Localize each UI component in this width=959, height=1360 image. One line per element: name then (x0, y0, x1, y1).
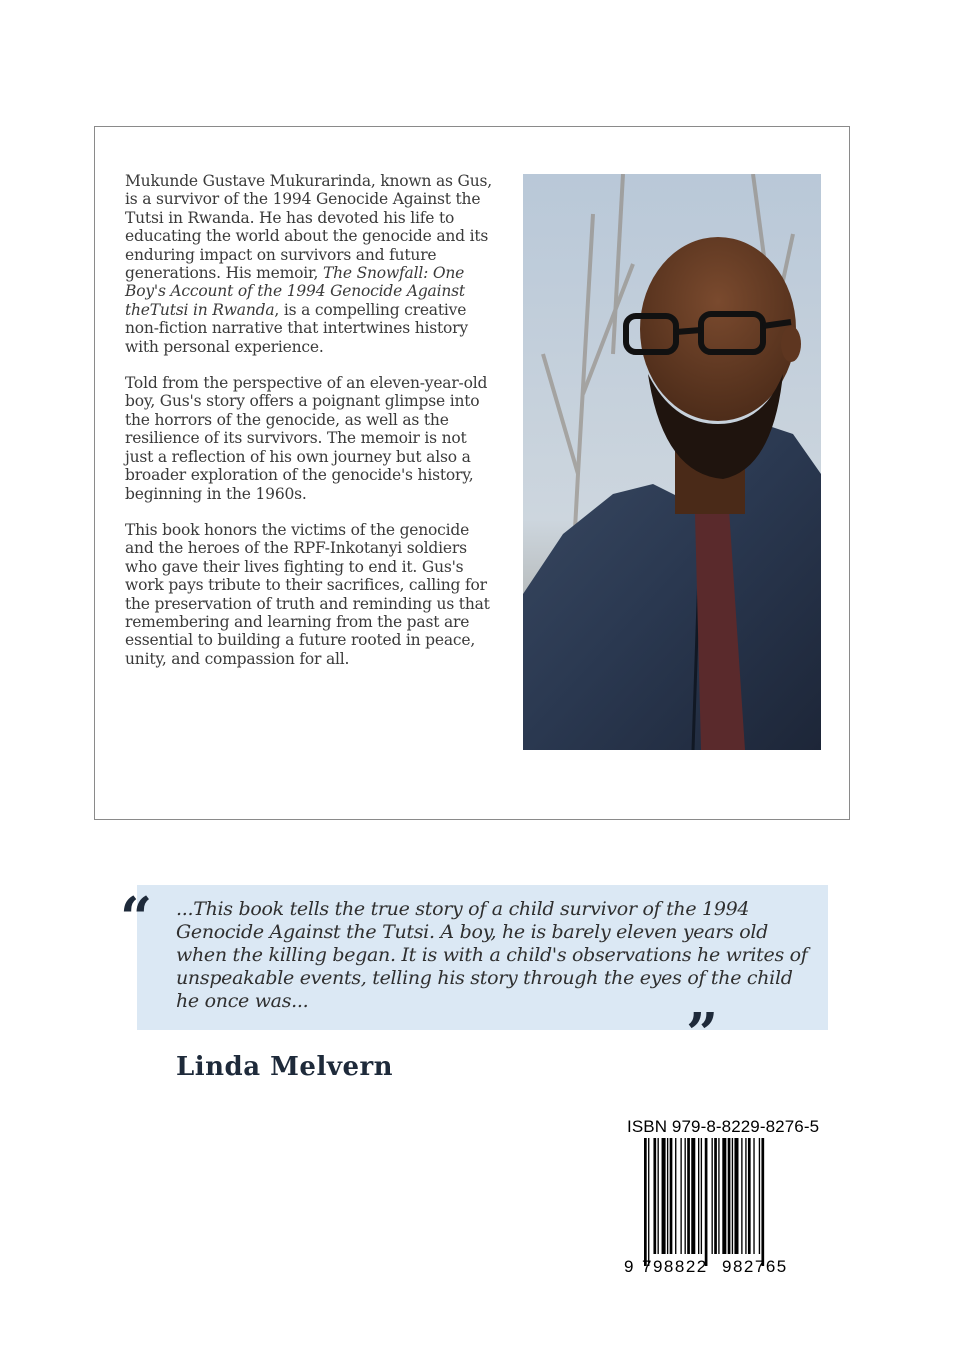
barcode-bar (722, 1138, 726, 1254)
barcode-bar (745, 1138, 746, 1254)
barcode-bar (698, 1138, 699, 1254)
bio-p1-end: , is a compelling creative non-fiction narrative that intertwines history with personal experience. (125, 300, 468, 356)
barcode-bar (701, 1138, 702, 1254)
bio-paragraph-2: Told from the perspective of an eleven-year-old boy, Gus's story offers a poignant glimpse into the horrors of the genocide, as well as the resilience of its survivors. The memoir is not just a reflection of his own journey but also a broader exploration of the genocide's history, beginning in the 1960s. (125, 374, 488, 503)
barcode-bar (658, 1138, 659, 1254)
barcode-bar (734, 1138, 738, 1254)
barcode-bar (718, 1138, 719, 1254)
isbn-label: ISBN 979-8-8229-8276-5 (627, 1117, 820, 1136)
barcode-bar (714, 1138, 717, 1254)
author-photo (523, 174, 821, 750)
barcode-bar (705, 1138, 708, 1266)
barcode-digits-left: 798822 (642, 1257, 708, 1276)
barcode-bar (687, 1138, 690, 1254)
barcode-digit-lead: 9 (624, 1257, 634, 1276)
barcode-bar (712, 1138, 713, 1254)
bio-paragraph-1 (125, 172, 497, 356)
memoir-title: The Snowfall: One Boy's Account of the 1994 Genocide Against theTutsi in Rwanda (125, 264, 465, 319)
barcode-bar (753, 1138, 754, 1254)
barcode-bar (648, 1138, 649, 1266)
barcode-bar (680, 1138, 681, 1254)
author-bio (125, 172, 497, 686)
barcode-digits-right: 982765 (722, 1257, 788, 1276)
quote-author: Linda Melvern (176, 1052, 394, 1082)
barcode-bar (653, 1138, 656, 1254)
close-quote-mark: ” (686, 1001, 719, 1067)
barcode-bar (741, 1138, 742, 1254)
quote-text: ...This book tells the true story of a child survivor of the 1994 Genocide Against the Tutsi. A boy, he is barely eleven years old when the killing began. It is with a child's observations he writes of unspeakable events, telling his story through the eyes of the child he once was... (176, 898, 808, 1012)
barcode-bar (662, 1138, 666, 1254)
open-quote-mark: “ (120, 885, 153, 951)
barcode-bar (675, 1138, 676, 1254)
barcode-bar (644, 1138, 647, 1266)
barcode (622, 1138, 808, 1276)
barcode-bar (685, 1138, 686, 1254)
bio-p1-start: Mukunde Gustave Mukurarinda, known as Gus, is a survivor of the 1994 Genocide Against the Tutsi in Rwanda. He has devoted his life to educating the world about the genocide and its enduring impact on survivors and future generations. His memoir, (125, 172, 492, 283)
barcode-bar (748, 1138, 751, 1254)
barcode-bar (759, 1138, 760, 1254)
bio-paragraph-3: This book honors the victims of the genocide and the heroes of the RPF-Inkotanyi soldiers who gave their lives fighting to end it. Gus's work pays tribute to their sacrifices, calling for the preservation of truth and reminding us that remembering and learning from the past are essential to building a future rooted in peace, unity, and compassion for all. (125, 520, 490, 668)
barcode-bar (670, 1138, 673, 1254)
barcode-bar (728, 1138, 731, 1254)
barcode-bar (691, 1138, 695, 1254)
barcode-bar (732, 1138, 733, 1254)
barcode-bar (667, 1138, 668, 1254)
barcode-bar (761, 1138, 764, 1266)
